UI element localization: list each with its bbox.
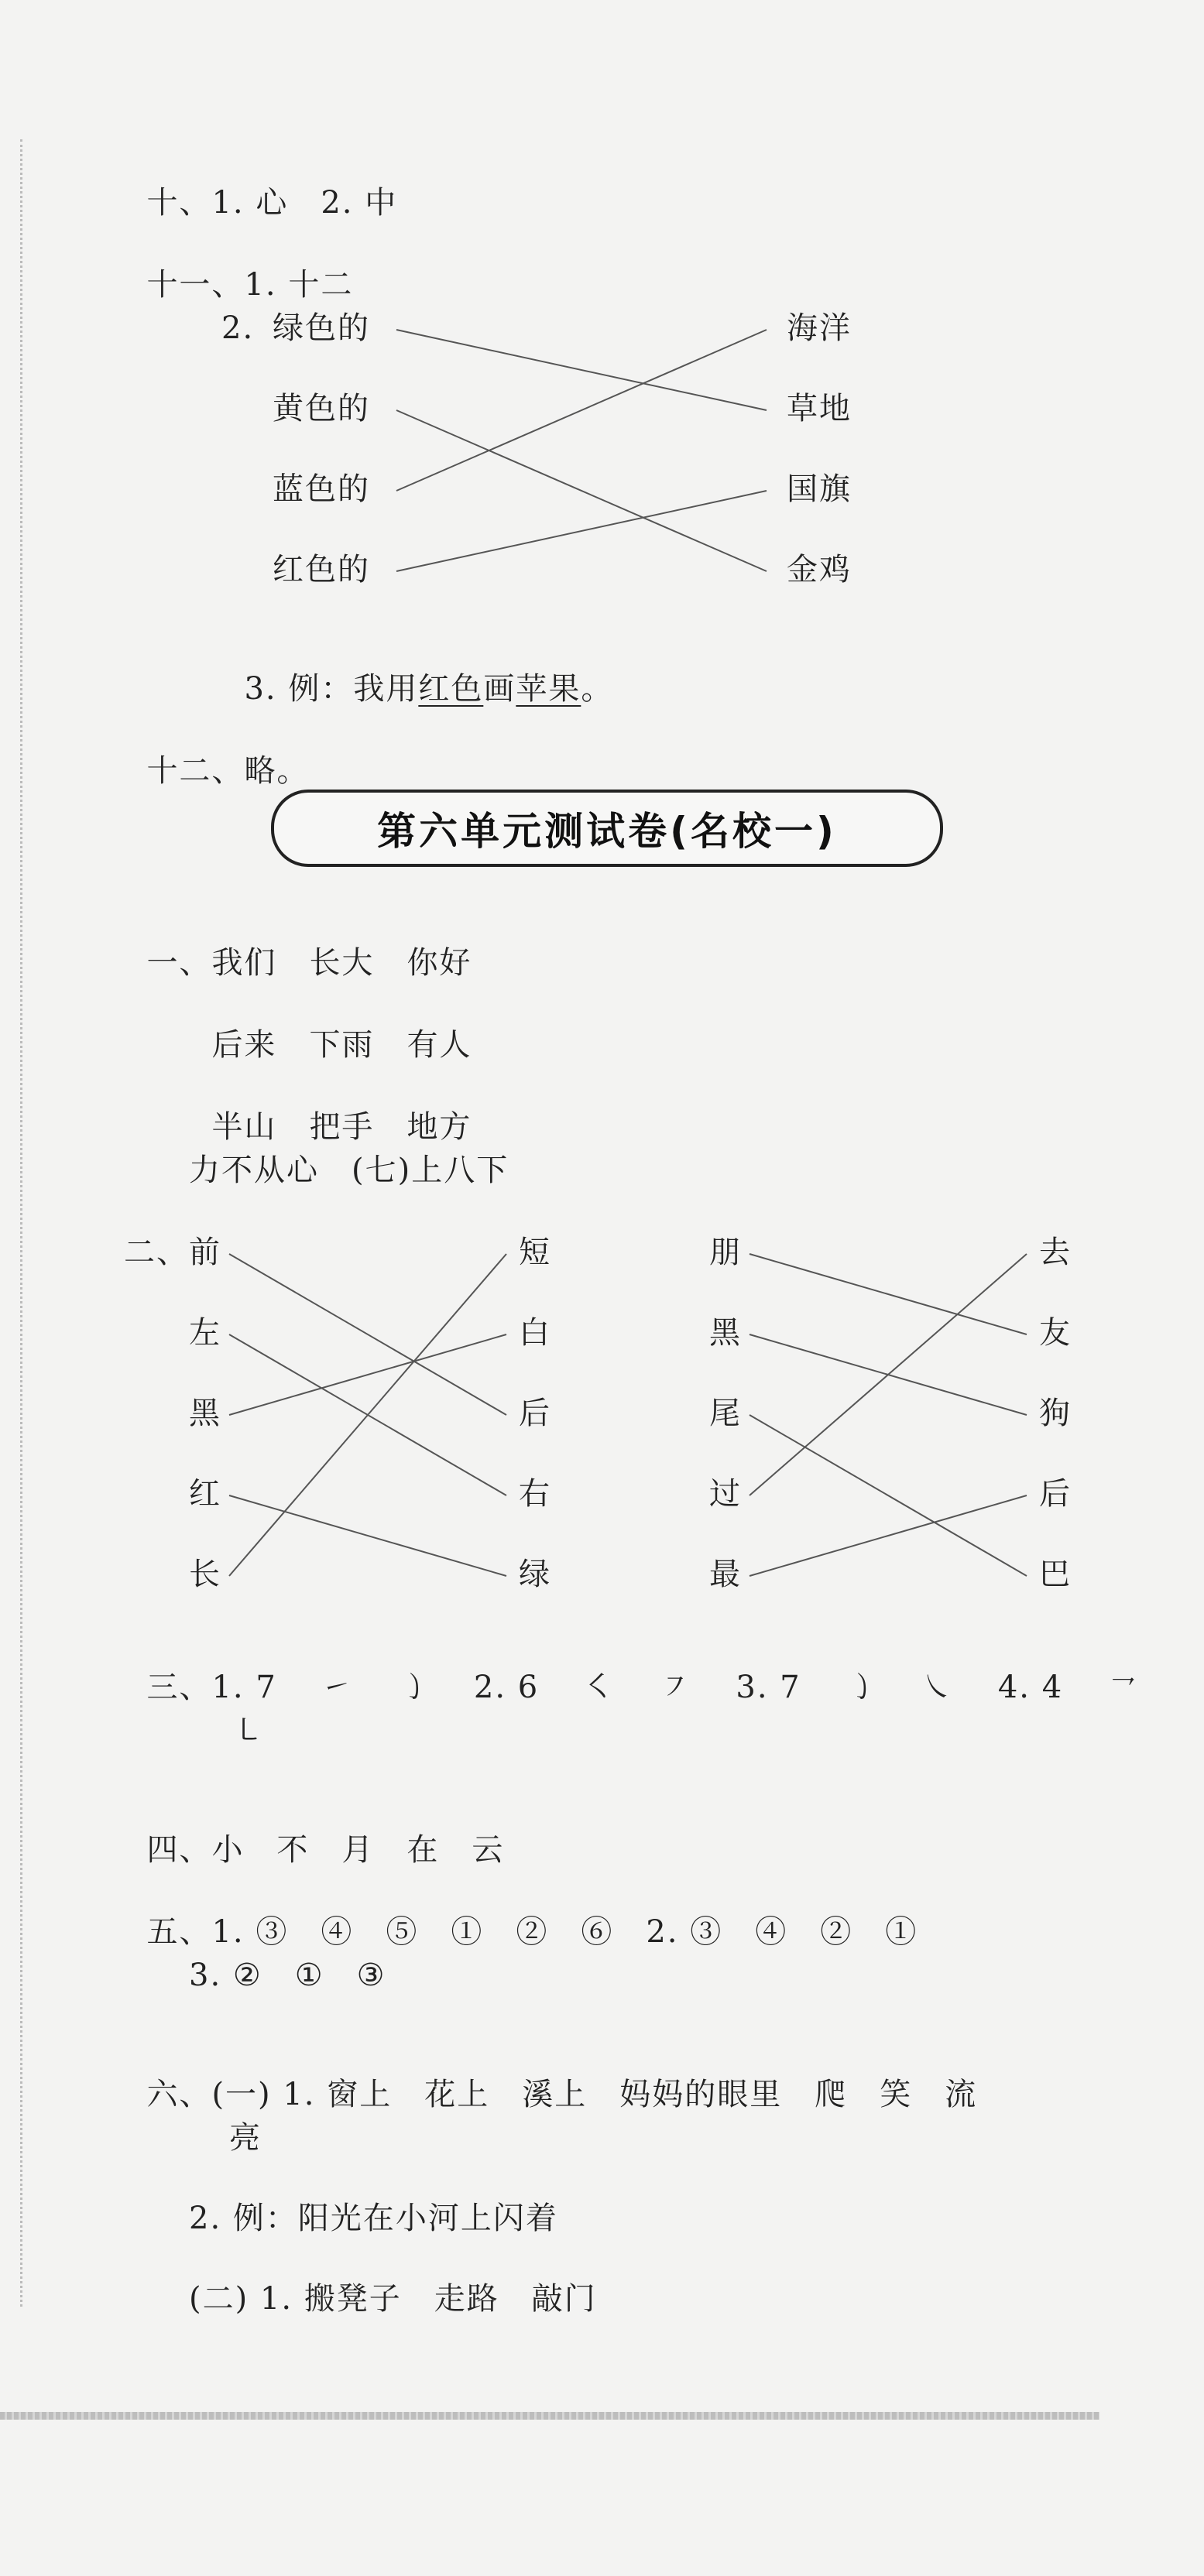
s2-g2-right: 去 (1039, 1235, 1072, 1270)
match-line (396, 330, 767, 491)
s4-num: 四、 (146, 1832, 212, 1868)
s3-num: 三、 (146, 1670, 212, 1705)
q12-text: 略。 (244, 753, 310, 789)
q12-num: 十二、 (146, 753, 245, 789)
s1-num: 一、 (146, 945, 212, 981)
q11-left-item: 红色的 (273, 552, 370, 587)
match-line (229, 1495, 506, 1576)
match-line (229, 1254, 506, 1576)
s2-g2-left: 黑 (709, 1315, 742, 1351)
s2-g2-right: 巴 (1039, 1557, 1072, 1592)
s2-num: 二、 (124, 1235, 189, 1270)
q11-right-item: 海洋 (787, 310, 852, 346)
s2-g1-left: 红 (189, 1476, 221, 1512)
q11-part3-mid: 画 (483, 671, 516, 707)
s3-line-1 (124, 1632, 1140, 1706)
s2-g2-left: 朋 (709, 1235, 742, 1270)
s1-word: 地方 (406, 1109, 472, 1145)
match-line (229, 1334, 506, 1415)
match-line (396, 410, 767, 571)
s6-line-2: 2. 例：阳光在小河上闪着 (189, 2201, 558, 2236)
s2-g2-left: 过 (709, 1476, 742, 1512)
q11-left-item: 绿色的 (273, 310, 370, 346)
section-title: 第六单元测试卷(名校一) (271, 790, 943, 867)
s6-num: 六、 (146, 2077, 212, 2112)
s2-g2-right: 后 (1039, 1476, 1072, 1512)
match-line (749, 1254, 1027, 1334)
q11-part3-end: 。 (581, 671, 614, 707)
s1-word: 把手 (309, 1109, 375, 1145)
s2-g2-right: 狗 (1039, 1396, 1072, 1431)
s4-line (124, 1794, 504, 1869)
s2-g1-right: 后 (519, 1396, 551, 1431)
s1-word: 半山 (211, 1109, 277, 1145)
s3-line-2: ㇄ (232, 1713, 265, 1749)
q10-num: 十、 (146, 185, 212, 221)
s6-line-1 (124, 2039, 977, 2113)
s2-g1-right: 白 (519, 1315, 551, 1351)
s2-g1-right: 绿 (519, 1557, 551, 1592)
q11-right-item: 国旗 (787, 471, 852, 507)
q10-answer-2: 2. 中 (321, 185, 398, 221)
match-line (749, 1495, 1027, 1576)
q10-answer-1: 1. 心 (211, 185, 289, 221)
q11-right-item: 草地 (787, 391, 852, 426)
s6-line-3: (二) 1. 搬凳子 走路 敲门 (189, 2281, 597, 2317)
s5-num: 五、 (146, 1914, 212, 1950)
s1-row-4: 力不从心 (七)上八下 (189, 1153, 509, 1188)
s1-word: 后来 (211, 1027, 277, 1063)
s1-word: 长大 (309, 945, 375, 981)
s2-g1-left: 长 (189, 1557, 221, 1592)
q11-left-item: 黄色的 (273, 391, 370, 426)
s1-word: 下雨 (309, 1027, 375, 1063)
q11-answer-1: 1. 十二 (244, 267, 354, 303)
s6-answers-1: (一) 1. 窗上 花上 溪上 妈妈的眼里 爬 笑 流 (211, 2077, 978, 2112)
s6-line-1-cont: 亮 (229, 2120, 262, 2156)
s2-g1-left: 左 (189, 1315, 221, 1351)
s3-answers: 1. 7 ㇀ ㇁ 2. 6 ㇛ ㇇ 3. 7 ㇁ ㇏ 4. 4 ㇖ (211, 1670, 1140, 1705)
bottom-rule (0, 2412, 1099, 2420)
q11-num: 十一、 (146, 267, 245, 303)
s4-text: 小 不 月 在 云 (211, 1832, 505, 1868)
s2-g2-right: 友 (1039, 1315, 1072, 1351)
s2-g1-left: 前 (189, 1235, 221, 1270)
s5-answers-1: 1. ③ ④ ⑤ ① ② ⑥ 2. ③ ④ ② ① (211, 1914, 918, 1950)
s2-g1-right: 短 (519, 1235, 551, 1270)
s5-line-2: 3. ② ① ③ (189, 1958, 386, 1993)
match-line (229, 1254, 506, 1415)
s2-g2-left: 最 (709, 1557, 742, 1592)
q11-part3-blank-2: 苹果 (516, 671, 581, 707)
q11-part3-blank-1: 红色 (418, 671, 484, 707)
q11-part3-prefix: 3. 例：我用 (244, 671, 419, 707)
match-line (749, 1254, 1027, 1495)
s1-word: 我们 (211, 945, 277, 981)
s1-word: 你好 (406, 945, 472, 981)
q11-right-item: 金鸡 (787, 552, 852, 587)
match-line (396, 491, 767, 571)
q11-left-item: 蓝色的 (273, 471, 370, 507)
s2-g1-right: 右 (519, 1476, 551, 1512)
s5-line-1 (124, 1876, 918, 1951)
s1-word: 有人 (406, 1027, 472, 1063)
match-line (396, 330, 767, 410)
s2-g2-left: 尾 (709, 1396, 742, 1431)
match-line (749, 1415, 1027, 1576)
q11-part2-num: 2. (221, 310, 255, 346)
s2-g1-left: 黑 (189, 1396, 221, 1431)
